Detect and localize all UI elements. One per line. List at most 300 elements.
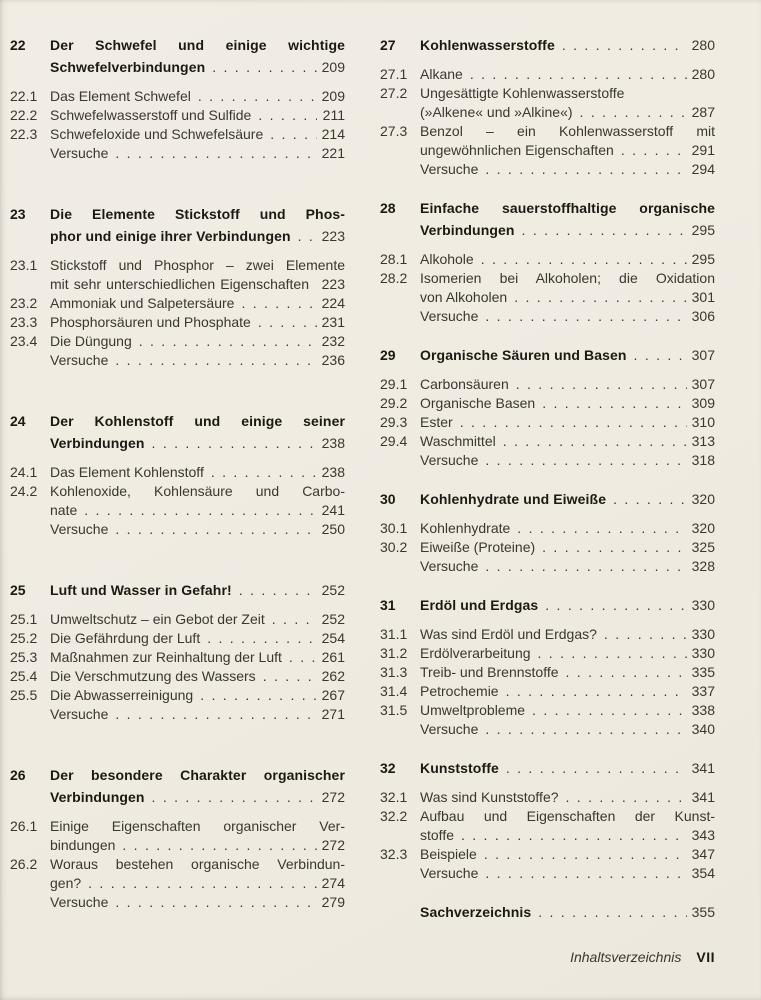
title-text: Sachverzeichnis	[420, 904, 532, 920]
toc-entry	[380, 538, 715, 557]
chapter-27	[380, 34, 715, 179]
page-number: 267	[321, 687, 345, 703]
page-number: 250	[321, 521, 345, 537]
title-text: Luft und Wasser in Gefahr!	[50, 582, 232, 598]
entry-number: 24.1	[10, 464, 38, 480]
page-number: 262	[321, 668, 345, 684]
dot-leader	[485, 557, 687, 576]
toc-entry	[10, 520, 345, 539]
dot-leader	[122, 836, 317, 855]
chapter-22	[10, 34, 345, 163]
dot-leader	[538, 644, 687, 663]
chapter-heading	[10, 34, 345, 78]
entry-title-line	[50, 610, 345, 629]
entry-title-line	[420, 160, 715, 179]
dot-leader	[115, 705, 317, 724]
dot-leader	[506, 682, 687, 701]
entry-title-line	[420, 307, 715, 326]
title-text: Verbindungen	[50, 435, 145, 451]
entry-number: 27.1	[380, 66, 408, 82]
entry-title	[50, 106, 345, 125]
toc-entry	[10, 648, 345, 667]
chapter-29	[380, 344, 715, 470]
dot-leader	[88, 874, 317, 893]
entry-title-line	[50, 351, 345, 370]
entry-number: 26.2	[10, 856, 38, 872]
page-number: 320	[691, 520, 715, 536]
entry-title-line	[420, 65, 715, 84]
title-text: Maßnahmen zur Reinhaltung der Luft	[50, 649, 282, 665]
entry-title-line: Stickstoff und Phosphor – zwei Elemente	[50, 257, 345, 273]
toc-column-left	[10, 34, 345, 932]
entry-number: 30.2	[380, 539, 408, 555]
page-number: 252	[321, 582, 345, 598]
dot-leader	[580, 103, 687, 122]
entry-title-line	[420, 864, 715, 883]
page-number: 330	[691, 645, 715, 661]
entry-title	[420, 644, 715, 663]
title-text: Kunststoffe	[420, 760, 499, 776]
chapter-title-line: Einfache sauerstoffhaltige organische	[420, 200, 715, 216]
entry-number: 31.4	[380, 683, 408, 699]
chapter-number: 27	[380, 37, 396, 53]
entry-number	[10, 705, 50, 724]
chapter-30	[380, 488, 715, 576]
entry-title	[50, 893, 345, 912]
entry-title	[420, 394, 715, 413]
title-text: Schwefeloxide und Schwefelsäure	[50, 126, 264, 142]
title-text: stoffe	[420, 827, 454, 843]
chapter-number: 29	[380, 347, 396, 363]
title-text: Erdöl und Erdgas	[420, 597, 539, 613]
footer-section-label: Inhaltsverzeichnis	[570, 949, 682, 965]
entry-title	[50, 610, 345, 629]
page-number: 236	[321, 352, 345, 368]
entry-title	[50, 705, 345, 724]
page-number: 328	[691, 558, 715, 574]
chapter-title-line	[50, 579, 345, 601]
entry-title-line	[50, 294, 345, 313]
chapter-title-line	[420, 34, 715, 56]
chapter-28	[380, 197, 715, 326]
toc-entry	[380, 682, 715, 701]
toc-entry	[10, 256, 345, 294]
entry-title	[420, 682, 715, 701]
dot-leader	[634, 344, 687, 366]
toc-entry	[10, 482, 345, 520]
title-text: Versuche	[50, 145, 109, 161]
dot-leader	[613, 488, 687, 510]
entry-title	[50, 520, 345, 539]
title-text: Organische Basen	[420, 395, 536, 411]
title-text: Petrochemie	[420, 683, 499, 699]
entry-number: 27.3	[380, 123, 408, 139]
dot-leader	[139, 332, 317, 351]
chapter-title	[420, 197, 715, 241]
title-text: nate	[50, 502, 78, 518]
dot-leader	[200, 686, 317, 705]
dot-leader	[258, 313, 317, 332]
toc-entry	[380, 451, 715, 470]
page-number: 238	[321, 464, 345, 480]
page-number: 254	[321, 630, 345, 646]
entry-title	[420, 451, 715, 470]
dot-leader	[485, 160, 687, 179]
page-number: 223	[321, 276, 345, 292]
entry-number: 25.1	[10, 611, 38, 627]
entry-title-line	[420, 538, 715, 557]
entry-number: 22.3	[10, 126, 38, 142]
entry-title-line	[420, 788, 715, 807]
dot-leader	[506, 757, 687, 779]
page-number: 347	[691, 846, 715, 862]
dot-leader	[270, 125, 317, 144]
page-number: 291	[691, 142, 715, 158]
chapter-heading	[380, 34, 715, 56]
dot-leader	[485, 864, 687, 883]
chapter-number: 30	[380, 491, 396, 507]
title-text: Kohlenhydrate und Eiweiße	[420, 491, 607, 507]
title-text: Die Düngung	[50, 333, 132, 349]
entry-title-line	[420, 250, 715, 269]
entry-number	[10, 520, 50, 539]
entry-title	[420, 122, 715, 160]
dot-leader	[211, 463, 317, 482]
dot-leader	[198, 87, 317, 106]
toc-entry	[10, 463, 345, 482]
title-text: Waschmittel	[420, 433, 496, 449]
page-number: 309	[691, 395, 715, 411]
toc-entry	[10, 125, 345, 144]
toc-entry	[10, 351, 345, 370]
entry-title	[420, 432, 715, 451]
dot-leader	[604, 625, 687, 644]
chapter-title-line: Der besondere Charakter organischer	[50, 767, 345, 783]
dot-leader	[538, 901, 687, 923]
entry-title-line: Aufbau und Eigenschaften der Kunst-	[420, 808, 715, 824]
entry-title-line	[420, 557, 715, 576]
entry-title	[50, 351, 345, 370]
chapter-title-line	[50, 225, 345, 247]
entry-title-line	[50, 87, 345, 106]
entry-number	[380, 307, 420, 326]
title-text: Carbonsäuren	[420, 376, 509, 392]
dot-leader	[207, 629, 317, 648]
entry-number: 22.1	[10, 88, 38, 104]
page-number: 280	[691, 66, 715, 82]
entry-title-line	[50, 520, 345, 539]
dot-leader	[503, 432, 687, 451]
toc-entry	[10, 313, 345, 332]
page-number: 214	[321, 126, 345, 142]
title-text: Treib- und Brennstoffe	[420, 664, 559, 680]
entry-number: 31.2	[380, 645, 408, 661]
dot-leader	[542, 394, 687, 413]
entry-title	[50, 482, 345, 520]
toc-entry	[380, 644, 715, 663]
entry-number: 30.1	[380, 520, 408, 536]
chapter-25	[10, 579, 345, 724]
entry-title-line	[420, 701, 715, 720]
title-text: Versuche	[50, 894, 109, 910]
page-number: 209	[321, 59, 345, 75]
page-number: 272	[321, 789, 345, 805]
title-text: Was sind Kunststoffe?	[420, 789, 559, 805]
chapter-heading	[10, 410, 345, 454]
dot-leader	[289, 648, 317, 667]
title-text: Schwefelverbindungen	[50, 59, 206, 75]
entry-title-line: Woraus bestehen organische Verbindun-	[50, 856, 345, 872]
page-number: 355	[691, 904, 715, 920]
title-text: Beispiele	[420, 846, 477, 862]
chapter-number: 26	[10, 767, 26, 783]
entry-number: 31.1	[380, 626, 408, 642]
dot-leader	[485, 307, 687, 326]
page-footer	[10, 948, 715, 967]
dot-leader	[485, 451, 687, 470]
entry-title	[420, 65, 715, 84]
toc-entry	[10, 294, 345, 313]
dot-leader	[485, 720, 687, 739]
dot-leader	[516, 375, 687, 394]
title-text: mit sehr unterschiedlichen Eigenschaften	[50, 276, 309, 292]
entry-title	[50, 648, 345, 667]
dot-leader	[241, 294, 317, 313]
page-number: 280	[691, 37, 715, 53]
entry-number	[380, 557, 420, 576]
toc-entry	[380, 432, 715, 451]
entry-number: 23.3	[10, 314, 38, 330]
chapter-title-line	[420, 219, 715, 241]
title-text: Was sind Erdöl und Erdgas?	[420, 626, 597, 642]
entry-title-line	[420, 826, 715, 845]
chapter-title-line	[50, 432, 345, 454]
chapter-heading	[10, 764, 345, 808]
chapter-title	[50, 764, 345, 808]
entry-number: 29.1	[380, 376, 408, 392]
chapter-title	[50, 410, 345, 454]
entry-number: 32.1	[380, 789, 408, 805]
dot-leader	[481, 250, 687, 269]
entry-number: 22.2	[10, 107, 38, 123]
chapter-heading	[380, 488, 715, 510]
dot-leader	[258, 106, 317, 125]
entry-number: 23.2	[10, 295, 38, 311]
entry-title	[420, 663, 715, 682]
dot-leader	[562, 34, 687, 56]
page-number: 271	[321, 706, 345, 722]
dot-leader	[517, 519, 687, 538]
page-number: 307	[691, 347, 715, 363]
title-text: Ammoniak und Salpetersäure	[50, 295, 235, 311]
entry-title-line	[420, 432, 715, 451]
entry-title-line	[420, 375, 715, 394]
chapter-heading	[380, 757, 715, 779]
entry-number: 25.4	[10, 668, 38, 684]
page-number: 241	[321, 502, 345, 518]
entry-title	[50, 332, 345, 351]
entry-title-line	[420, 663, 715, 682]
entry-title-line	[420, 625, 715, 644]
chapter-title-line: Der Kohlenstoff und einige seiner	[50, 413, 345, 429]
dot-leader	[239, 579, 317, 601]
entry-title-line	[420, 413, 715, 432]
chapter-title-line	[420, 901, 715, 923]
entry-title-line	[50, 144, 345, 163]
entry-title-line	[50, 501, 345, 520]
chapter-31	[380, 594, 715, 739]
chapter-heading	[380, 594, 715, 616]
chapter-title	[50, 203, 345, 247]
title-text: Das Element Schwefel	[50, 88, 191, 104]
entry-number	[10, 351, 50, 370]
entry-title-line	[420, 720, 715, 739]
page-number: 223	[321, 228, 345, 244]
dot-leader	[621, 141, 687, 160]
toc-entry	[380, 845, 715, 864]
title-text: Die Gefährdung der Luft	[50, 630, 201, 646]
entry-title-line: Benzol – ein Kohlenwasserstoff mit	[420, 123, 715, 139]
title-text: Versuche	[420, 558, 479, 574]
page-number: 335	[691, 664, 715, 680]
dot-leader	[263, 667, 317, 686]
page-number: 307	[691, 376, 715, 392]
entry-title-line	[420, 288, 715, 307]
entry-title	[420, 307, 715, 326]
entry-title-line	[50, 874, 345, 893]
chapter-number: 31	[380, 597, 396, 613]
title-text: Versuche	[50, 706, 109, 722]
page-number: 231	[321, 314, 345, 330]
chapter-heading	[380, 344, 715, 366]
chapter-26	[10, 764, 345, 912]
dot-leader	[566, 663, 687, 682]
entry-number: 28.2	[380, 270, 408, 286]
toc-entry	[10, 610, 345, 629]
toc-entry	[10, 87, 345, 106]
entry-title	[420, 701, 715, 720]
title-text: Versuche	[420, 161, 479, 177]
entry-number	[380, 720, 420, 739]
toc-entry	[380, 519, 715, 538]
dot-leader	[514, 288, 687, 307]
page-number: 238	[321, 435, 345, 451]
entry-title-line	[50, 125, 345, 144]
page-number: 337	[691, 683, 715, 699]
chapter-title	[420, 488, 715, 510]
toc-entry	[380, 160, 715, 179]
page-number: 252	[321, 611, 345, 627]
page-number: 279	[321, 894, 345, 910]
entry-title-line	[50, 332, 345, 351]
page-number: 209	[321, 88, 345, 104]
toc-entry	[380, 122, 715, 160]
title-text: phor und einige ihrer Verbindungen	[50, 228, 291, 244]
toc-entry	[380, 557, 715, 576]
entry-number	[380, 160, 420, 179]
title-text: Verbindungen	[420, 222, 515, 238]
chapter-heading	[380, 197, 715, 241]
entry-title	[420, 375, 715, 394]
entry-title-line	[50, 275, 345, 294]
title-text: Die Abwasserreinigung	[50, 687, 194, 703]
dot-leader	[460, 413, 687, 432]
entry-title-line	[420, 682, 715, 701]
entry-number: 24.2	[10, 483, 38, 499]
entry-title-line	[50, 705, 345, 724]
entry-title	[420, 788, 715, 807]
chapter-number: 22	[10, 37, 26, 53]
chapter-title-line	[420, 757, 715, 779]
entry-title	[50, 256, 345, 294]
entry-title-line	[50, 313, 345, 332]
title-text: Versuche	[420, 308, 479, 324]
title-text: Kohlenhydrate	[420, 520, 511, 536]
entry-title	[420, 160, 715, 179]
page-number: 330	[691, 597, 715, 613]
entry-number: 31.3	[380, 664, 408, 680]
entry-number	[10, 893, 50, 912]
title-text: Das Element Kohlenstoff	[50, 464, 204, 480]
dot-leader	[84, 501, 317, 520]
page-number: 340	[691, 721, 715, 737]
chapter-title-line: Der Schwefel und einige wichtige	[50, 37, 345, 53]
entry-number: 23.4	[10, 333, 38, 349]
page-number: 295	[691, 251, 715, 267]
dot-leader	[152, 786, 317, 808]
page-number: 343	[691, 827, 715, 843]
entry-title-line: Isomerien bei Alkoholen; die Oxidation	[420, 270, 715, 286]
entry-title-line: Einige Eigenschaften organischer Ver-	[50, 818, 345, 834]
entry-title-line	[420, 103, 715, 122]
entry-title	[420, 845, 715, 864]
chapter-number: 28	[380, 200, 396, 216]
chapter-title-line: Die Elemente Stickstoff und Phos-	[50, 206, 345, 222]
entry-title-line	[50, 686, 345, 705]
title-text: Organische Säuren und Basen	[420, 347, 627, 363]
entry-title-line	[50, 106, 345, 125]
entry-number: 29.3	[380, 414, 408, 430]
title-text: Umweltschutz – ein Gebot der Zeit	[50, 611, 265, 627]
page-number: 306	[691, 308, 715, 324]
chapter-number: 24	[10, 413, 26, 429]
page-number: 310	[691, 414, 715, 430]
toc-column-right	[380, 34, 715, 932]
entry-number: 26.1	[10, 818, 38, 834]
chapter-title-line	[420, 594, 715, 616]
chapter-number	[380, 901, 420, 923]
entry-title	[420, 807, 715, 845]
entry-title	[50, 144, 345, 163]
entry-title-line	[420, 519, 715, 538]
chapter-title-line	[50, 56, 345, 78]
page-number: 341	[691, 760, 715, 776]
title-text: Eiweiße (Proteine)	[420, 539, 536, 555]
title-text: Alkane	[420, 66, 463, 82]
chapter-title	[420, 34, 715, 56]
title-text: Versuche	[420, 452, 479, 468]
page-number: 261	[321, 649, 345, 665]
entry-title-line	[50, 893, 345, 912]
toc-entry	[10, 106, 345, 125]
chapter-heading	[10, 203, 345, 247]
entry-title	[50, 463, 345, 482]
entry-number: 29.4	[380, 433, 408, 449]
entry-title	[50, 294, 345, 313]
toc-entry	[380, 625, 715, 644]
toc-entry	[10, 686, 345, 705]
page-number: 272	[321, 837, 345, 853]
